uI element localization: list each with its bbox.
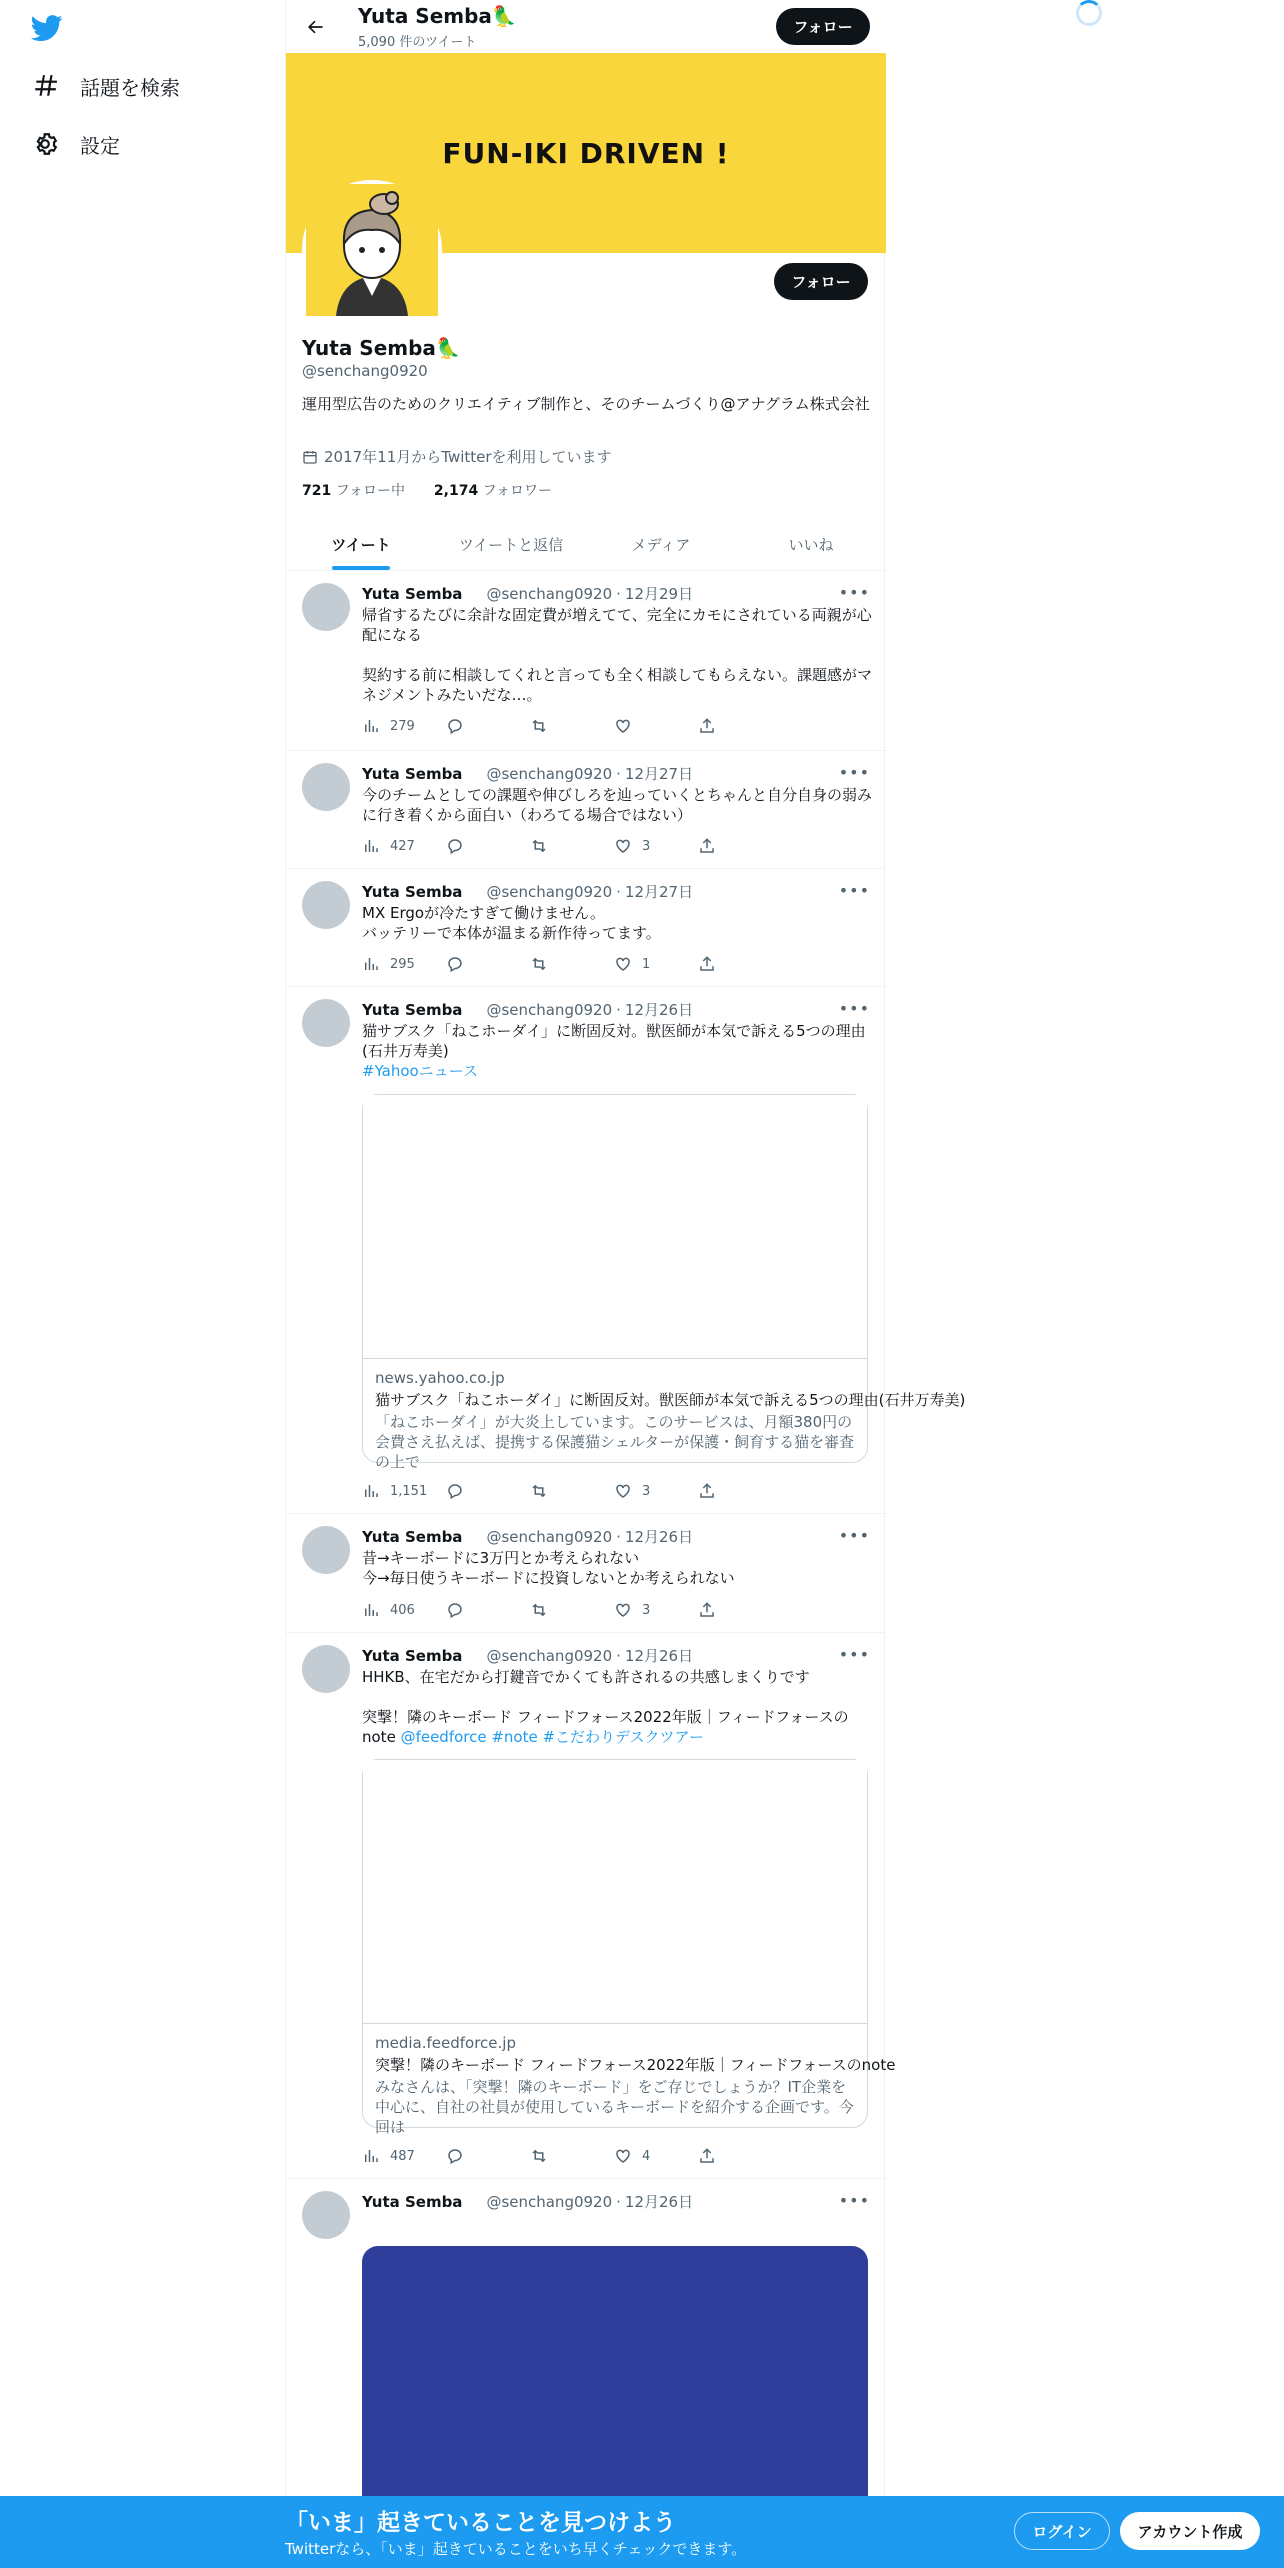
tweet-item[interactable] <box>286 869 886 987</box>
tweet-header <box>362 2191 693 2212</box>
header-tweet-count: 5,090 件のツイート <box>358 35 477 50</box>
like-action[interactable] <box>614 1601 698 1619</box>
tab-likes[interactable] <box>736 518 886 570</box>
tweet-header <box>362 881 693 902</box>
more-options-icon[interactable]: ••• <box>838 2191 870 2210</box>
reply-action[interactable] <box>446 717 530 735</box>
likes-count: 4 <box>642 2148 651 2164</box>
more-options-icon[interactable]: ••• <box>838 881 870 900</box>
gear-icon <box>32 131 58 157</box>
card-domain: news.yahoo.co.jp <box>375 1369 505 1387</box>
reply-icon <box>446 837 464 855</box>
tweet-date[interactable]: 12月27日 <box>624 765 694 783</box>
separator-dot: · <box>616 2192 621 2211</box>
tweet-header <box>362 583 693 604</box>
tweet-author-handle: @senchang0920 <box>486 1527 613 1546</box>
profile-joined <box>302 446 612 467</box>
profile-bio: 運用型広告のためのクリエイティブ制作と、そのチームづくり@アナグラム株式会社 <box>302 395 870 413</box>
more-options-icon[interactable]: ••• <box>838 1526 870 1545</box>
tab-likes-label: いいね <box>788 535 834 554</box>
analytics-icon <box>362 717 380 735</box>
like-action[interactable] <box>614 1482 698 1500</box>
share-action[interactable] <box>698 1601 782 1619</box>
share-action[interactable] <box>698 955 782 973</box>
tweet-item[interactable] <box>286 1514 886 1633</box>
like-action[interactable] <box>614 2147 698 2165</box>
tweet-author-handle: @senchang0920 <box>486 1646 613 1665</box>
share-action[interactable] <box>698 1482 782 1500</box>
share-action[interactable] <box>698 717 782 735</box>
reply-icon <box>446 717 464 735</box>
card-description: 「ねこホーダイ」が大炎上しています。このサービスは、月額380円の会費さえ払えば、提携する保護猫シェルターが保護・飼育する猫を審査の上で <box>375 1413 855 1471</box>
views-count: 406 <box>390 1602 415 1618</box>
retweet-action[interactable] <box>530 2147 614 2165</box>
follow-button-profile[interactable]: フォロー <box>774 263 868 300</box>
card-domain: media.feedforce.jp <box>375 2034 516 2052</box>
analytics-icon <box>362 955 380 973</box>
retweet-icon <box>530 955 548 973</box>
profile-header-bar <box>286 0 886 53</box>
card-description: みなさんは、「突撃！隣のキーボード」をご存じでしょうか？IT企業を中心に、自社の社員が使用しているキーボードを紹介する企画です。今回は <box>375 2078 854 2136</box>
reply-icon <box>446 2147 464 2165</box>
card-image <box>363 1095 867 1359</box>
more-options-icon[interactable]: ••• <box>838 1645 870 1664</box>
tweet-date[interactable]: 12月29日 <box>624 585 694 603</box>
views-count: 1,151 <box>390 1483 428 1499</box>
tweet-date[interactable]: 12月26日 <box>624 1001 694 1019</box>
share-action[interactable] <box>698 837 782 855</box>
following-link[interactable] <box>302 483 405 499</box>
tweet-header <box>362 999 693 1020</box>
tweet-author-handle: @senchang0920 <box>486 882 613 901</box>
avatar[interactable] <box>302 2191 350 2239</box>
separator-dot: · <box>616 584 621 603</box>
views-action[interactable] <box>362 1601 446 1619</box>
tweet-actions <box>362 1481 782 1501</box>
nav-settings-label: 設定 <box>80 133 120 158</box>
avatar[interactable] <box>302 1526 350 1574</box>
share-icon <box>698 2147 716 2165</box>
tweet-author-handle: @senchang0920 <box>486 2192 613 2211</box>
profile-handle: @senchang0920 <box>302 362 428 380</box>
tab-media[interactable] <box>586 518 736 570</box>
views-action[interactable] <box>362 955 446 973</box>
tweet-author-name[interactable]: Yuta Semba <box>362 764 463 783</box>
card-title: 突撃！隣のキーボード フィードフォース2022年版｜フィードフォースのnote <box>375 2056 896 2074</box>
tweet-date[interactable]: 12月26日 <box>624 2193 694 2211</box>
tweet-date[interactable]: 12月26日 <box>624 1647 694 1665</box>
tweet-item[interactable] <box>286 987 966 1514</box>
header-title: Yuta Semba🦜 <box>358 4 517 28</box>
separator-dot: · <box>616 1000 621 1019</box>
followers-link[interactable] <box>434 483 552 499</box>
likes-count: 3 <box>642 838 651 854</box>
likes-count: 1 <box>642 956 651 972</box>
tab-media-label: メディア <box>631 535 691 554</box>
views-count: 295 <box>390 956 415 972</box>
left-navigation <box>0 0 285 2568</box>
heart-icon <box>614 837 632 855</box>
tweet-author-name[interactable]: Yuta Semba <box>362 882 463 901</box>
retweet-icon <box>530 1601 548 1619</box>
followers-label: フォロワー <box>482 483 552 499</box>
back-button[interactable] <box>298 10 332 44</box>
tweet-date[interactable]: 12月26日 <box>624 1528 694 1546</box>
signup-banner-title: 「いま」起きていることを見つけよう <box>285 2510 676 2536</box>
tweet-author-name[interactable]: Yuta Semba <box>362 2192 463 2211</box>
like-action[interactable] <box>614 837 698 855</box>
tab-tweets-label: ツイート <box>331 535 391 554</box>
more-options-icon[interactable]: ••• <box>838 763 870 782</box>
tweet-text: 昔→キーボードに3万円とか考えられない 今→毎日使うキーボードに投資しないとか考えられない <box>362 1549 735 1587</box>
likes-count: 3 <box>642 1483 651 1499</box>
retweet-icon <box>530 837 548 855</box>
share-icon <box>698 1482 716 1500</box>
card-title: 猫サブスク「ねこホーダイ」に断固反対。獣医師が本気で訴える5つの理由(石井万寿美) <box>375 1391 966 1409</box>
active-tab-indicator <box>332 566 390 570</box>
profile-timeline <box>285 0 966 2568</box>
tweet-actions <box>362 954 782 974</box>
share-icon <box>698 837 716 855</box>
heart-icon <box>614 955 632 973</box>
tweet-author-name[interactable]: Yuta Semba <box>362 584 463 603</box>
reply-icon <box>446 1482 464 1500</box>
link-card[interactable] <box>362 1094 966 1471</box>
views-action[interactable] <box>362 2147 446 2165</box>
profile-stats <box>302 480 552 500</box>
like-action[interactable] <box>614 955 698 973</box>
heart-icon <box>614 717 632 735</box>
following-label: フォロー中 <box>335 483 405 499</box>
hashtag-link[interactable]: #Yahooニュース <box>362 1062 478 1080</box>
retweet-action[interactable] <box>530 1601 614 1619</box>
tab-tweets[interactable] <box>286 518 436 570</box>
profile-joined-text: 2017年11月からTwitterを利用しています <box>324 448 612 466</box>
tweet-header <box>362 763 693 784</box>
views-count: 279 <box>390 718 415 734</box>
retweet-icon <box>530 1482 548 1500</box>
banner-text: FUN-IKI DRIVEN ! <box>442 136 730 170</box>
tweet-item[interactable] <box>286 571 886 751</box>
hashtag-icon <box>32 73 58 99</box>
separator-dot: · <box>616 882 621 901</box>
follow-button-header[interactable]: フォロー <box>776 8 870 45</box>
separator-dot: · <box>616 764 621 783</box>
reply-action[interactable] <box>446 837 530 855</box>
tweet-author-name[interactable]: Yuta Semba <box>362 1646 463 1665</box>
retweet-action[interactable] <box>530 717 614 735</box>
avatar-illustration-icon <box>306 184 438 316</box>
retweet-action[interactable] <box>530 837 614 855</box>
tab-tweets-and-replies[interactable] <box>436 518 586 570</box>
tweet-author-name[interactable]: Yuta Semba <box>362 1000 463 1019</box>
separator-dot: · <box>616 1527 621 1546</box>
followers-count: 2,174 <box>433 483 479 499</box>
profile-tabs <box>286 518 886 571</box>
separator-dot: · <box>616 1646 621 1665</box>
views-count: 427 <box>390 838 415 854</box>
nav-explore[interactable] <box>32 64 180 108</box>
analytics-icon <box>362 2147 380 2165</box>
tweet-author-handle: @senchang0920 <box>486 1000 613 1019</box>
share-icon <box>698 1601 716 1619</box>
analytics-icon <box>362 1482 380 1500</box>
nav-explore-label: 話題を検索 <box>80 75 180 100</box>
profile-name: Yuta Semba🦜 <box>302 336 461 360</box>
likes-count: 3 <box>642 1602 651 1618</box>
tweet-author-handle: @senchang0920 <box>486 764 613 783</box>
reply-action[interactable] <box>446 1601 530 1619</box>
retweet-action[interactable] <box>530 955 614 973</box>
avatar[interactable] <box>302 583 350 631</box>
mention-hashtag-links[interactable]: @feedforce #note #こだわりデスクツアー <box>400 1728 705 1746</box>
reply-icon <box>446 955 464 973</box>
nav-settings[interactable] <box>32 122 120 166</box>
tweet-header <box>362 1526 693 1547</box>
avatar[interactable] <box>302 1645 350 1693</box>
more-options-icon[interactable]: ••• <box>838 999 870 1018</box>
tweet-text: MX Ergoが冷たすぎて働けません。 バッテリーで本体が温まる新作待ってます。 <box>362 904 661 942</box>
tweet-author-handle: @senchang0920 <box>486 584 613 603</box>
reply-icon <box>446 1601 464 1619</box>
share-action[interactable] <box>698 2147 782 2165</box>
card-body <box>363 2024 896 2136</box>
following-count: 721 <box>302 483 332 499</box>
back-arrow-icon <box>305 17 325 37</box>
card-image <box>363 1760 867 2024</box>
tweet-actions <box>362 2146 782 2166</box>
tweet-text: 今のチームとしての課題や伸びしろを辿っていくとちゃんと自分自身の弱みに行き着くから面白い（わろてる場合ではない） <box>362 786 873 824</box>
avatar[interactable] <box>302 881 350 929</box>
tweet-header <box>362 1645 693 1666</box>
loading-spinner-icon <box>1076 0 1102 26</box>
reply-action[interactable] <box>446 1482 530 1500</box>
signup-banner <box>0 2496 1284 2568</box>
tweet-text: 帰省するたびに余計な固定費が増えてて、完全にカモにされている両親が心配になる 契約する前に相談してくれと言っても全く相談してもらえない。課題感がマネジメントみたいだな…。 <box>362 606 873 704</box>
more-options-icon[interactable]: ••• <box>838 583 870 602</box>
tweet-item[interactable] <box>286 1633 896 2179</box>
views-action[interactable] <box>362 837 446 855</box>
signup-button[interactable]: アカウント作成 <box>1120 2512 1260 2550</box>
tweet-text-block <box>362 1667 872 1747</box>
tweet-item[interactable] <box>286 751 886 869</box>
heart-icon <box>614 2147 632 2165</box>
analytics-icon <box>362 1601 380 1619</box>
tweet-author-name[interactable]: Yuta Semba <box>362 1527 463 1546</box>
tab-replies-label: ツイートと返信 <box>458 535 564 554</box>
tweet-actions <box>362 836 782 856</box>
tweet-text: 猫サブスク「ねこホーダイ」に断固反対。獣医師が本気で訴える5つの理由(石井万寿美) <box>362 1022 866 1060</box>
retweet-action[interactable] <box>530 1482 614 1500</box>
reply-action[interactable] <box>446 955 530 973</box>
heart-icon <box>614 1482 632 1500</box>
tweet-text-block <box>362 1021 872 1081</box>
tweet-text: HHKB、在宅だから打鍵音でかくても許されるの共感しまくりです 突撃！隣のキーボード フィードフォース2022年版｜フィードフォースの note <box>362 1668 849 1746</box>
twitter-logo-icon[interactable] <box>30 12 64 44</box>
retweet-icon <box>530 2147 548 2165</box>
tweet-actions <box>362 1600 782 1620</box>
share-icon <box>698 955 716 973</box>
views-action[interactable] <box>362 717 446 735</box>
views-action[interactable] <box>362 1482 446 1500</box>
profile-avatar[interactable] <box>302 180 442 320</box>
signup-banner-subtitle: Twitterなら、「いま」起きていることをいち早くチェックできます。 <box>285 2540 747 2558</box>
heart-icon <box>614 1601 632 1619</box>
tweet-actions <box>362 716 782 736</box>
link-card[interactable] <box>362 1759 896 2136</box>
like-action[interactable] <box>614 717 698 735</box>
retweet-icon <box>530 717 548 735</box>
login-button[interactable]: ログイン <box>1014 2512 1110 2550</box>
share-icon <box>698 717 716 735</box>
calendar-icon <box>302 449 318 465</box>
analytics-icon <box>362 837 380 855</box>
reply-action[interactable] <box>446 2147 530 2165</box>
avatar[interactable] <box>302 763 350 811</box>
views-count: 487 <box>390 2148 415 2164</box>
tweet-date[interactable]: 12月27日 <box>624 883 694 901</box>
avatar[interactable] <box>302 999 350 1047</box>
card-body <box>363 1359 966 1471</box>
